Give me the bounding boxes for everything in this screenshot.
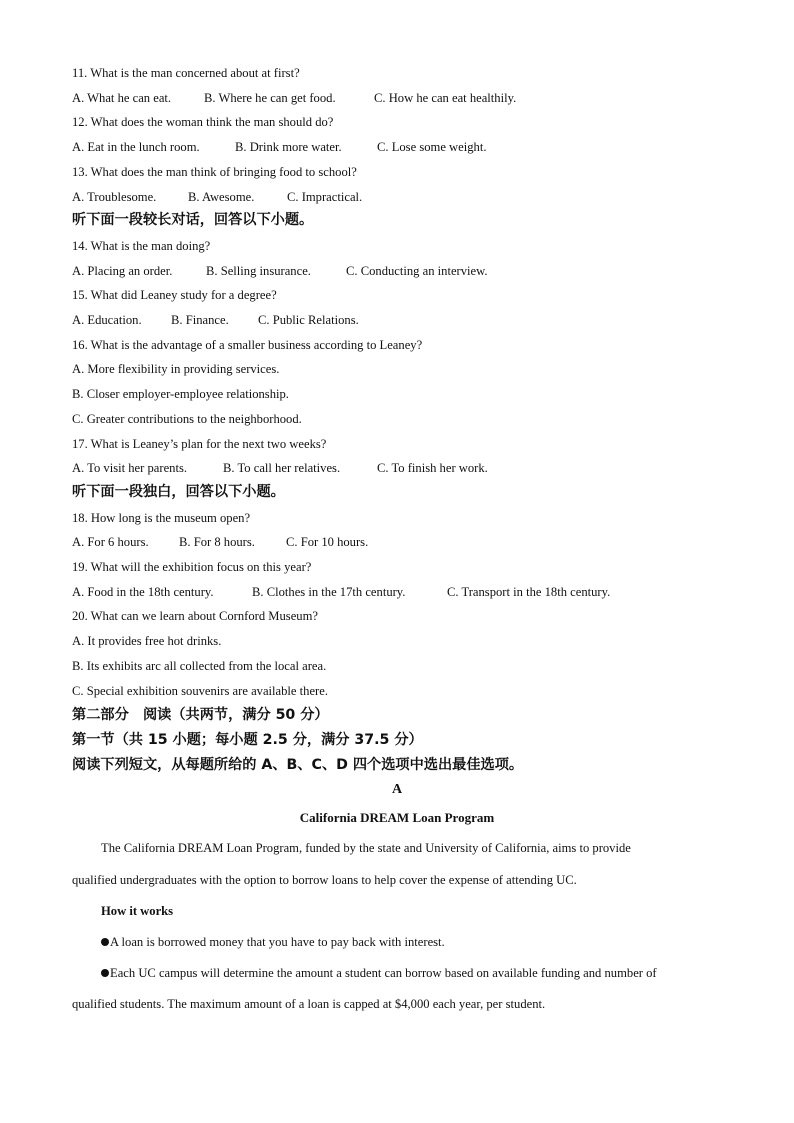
option-b: B. Awesome. (188, 190, 255, 204)
question-16: 16. What is the advantage of a smaller business according to Leaney? (72, 338, 423, 352)
option-b: B. Drink more water. (235, 140, 342, 154)
instruction-long-dialogue: 听下面一段较长对话，回答以下小题。 (72, 212, 314, 228)
intro-line-2: qualified undergraduates with the option to borrow loans to help cover the expense of attending UC. (72, 873, 577, 887)
option-a: A. Placing an order. (72, 264, 173, 278)
option-b: B. Where he can get food. (204, 91, 336, 105)
option-b: B. To call her relatives. (223, 461, 341, 475)
bullet-item-2 (101, 965, 657, 981)
option-c: C. For 10 hours. (286, 535, 369, 549)
option-b: B. Selling insurance. (206, 264, 311, 278)
options-18 (72, 534, 368, 550)
option-16-b: B. Closer employer-employee relationship. (72, 387, 289, 401)
options-13 (72, 189, 362, 205)
option-a: A. To visit her parents. (72, 461, 188, 475)
question-19: 19. What will the exhibition focus on this year? (72, 560, 312, 574)
options-15 (72, 312, 359, 328)
option-b: B. For 8 hours. (179, 535, 255, 549)
question-14: 14. What is the man doing? (72, 239, 211, 253)
option-c: C. Transport in the 18th century. (447, 585, 611, 599)
option-20-b: B. Its exhibits arc all collected from the local area. (72, 659, 327, 673)
option-20-a: A. It provides free hot drinks. (72, 634, 222, 648)
question-18: 18. How long is the museum open? (72, 511, 251, 525)
option-c: C. How he can eat healthily. (374, 91, 517, 105)
option-b: B. Finance. (171, 313, 229, 327)
bullet-icon (101, 969, 109, 977)
option-c: C. Impractical. (287, 190, 363, 204)
question-15: 15. What did Leaney study for a degree? (72, 288, 277, 302)
how-it-works-heading: How it works (101, 904, 174, 918)
bullet-text: A loan is borrowed money that you have to pay back with interest. (110, 935, 445, 949)
option-c: C. Lose some weight. (377, 140, 487, 154)
options-19 (72, 584, 610, 600)
question-17: 17. What is Leaney’s plan for the next two weeks? (72, 437, 327, 451)
option-c: C. Conducting an interview. (346, 264, 488, 278)
bullet-text: Each UC campus will determine the amount a student can borrow based on available funding and number of (110, 966, 657, 980)
part-title: 第二部分 阅读（共两节，满分 50 分） (72, 707, 329, 723)
option-a: A. What he can eat. (72, 91, 172, 105)
option-a: A. For 6 hours. (72, 535, 149, 549)
option-a: A. Food in the 18th century. (72, 585, 214, 599)
options-14 (72, 263, 488, 279)
passage-label: A (391, 782, 403, 797)
passage-title: California DREAM Loan Program (299, 810, 495, 825)
option-c: C. To finish her work. (377, 461, 488, 475)
intro-line-1: The California DREAM Loan Program, funded by the state and University of California, aims to provide (101, 841, 631, 855)
instruction-monologue: 听下面一段独白，回答以下小题。 (72, 484, 285, 500)
bullet-item-2-continued: qualified students. The maximum amount of a loan is capped at $4,000 each year, per student. (72, 997, 546, 1011)
option-a: A. Troublesome. (72, 190, 157, 204)
options-11 (72, 90, 516, 106)
reading-instruction: 阅读下列短文，从每题所给的 A、B、C、D 四个选项中选出最佳选项。 (72, 757, 524, 773)
question-20: 20. What can we learn about Cornford Museum? (72, 609, 318, 623)
option-a: A. Education. (72, 313, 142, 327)
option-16-a: A. More flexibility in providing services. (72, 362, 280, 376)
question-12: 12. What does the woman think the man should do? (72, 115, 334, 129)
option-20-c: C. Special exhibition souvenirs are available there. (72, 684, 328, 698)
option-c: C. Public Relations. (258, 313, 359, 327)
options-17 (72, 460, 488, 476)
question-13: 13. What does the man think of bringing food to school? (72, 165, 357, 179)
option-b: B. Clothes in the 17th century. (252, 585, 406, 599)
options-12 (72, 139, 486, 155)
option-a: A. Eat in the lunch room. (72, 140, 200, 154)
option-16-c: C. Greater contributions to the neighborhood. (72, 412, 302, 426)
bullet-icon (101, 938, 109, 946)
bullet-item-1 (101, 934, 445, 950)
question-11: 11. What is the man concerned about at first? (72, 66, 300, 80)
section-title: 第一节（共 15 小题；每小题 2.5 分，满分 37.5 分） (72, 732, 423, 748)
